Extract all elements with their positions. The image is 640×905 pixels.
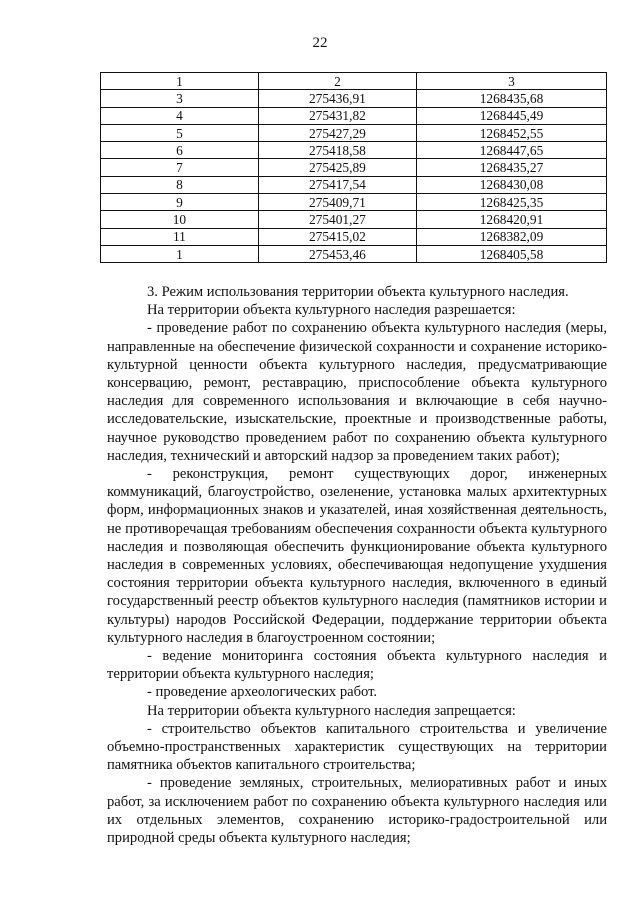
table-cell-point: 3: [101, 90, 259, 107]
table-cell-y: 1268447,65: [417, 142, 607, 159]
table-cell-x: 275431,82: [258, 107, 416, 124]
table-cell-point: 6: [101, 142, 259, 159]
table-cell-y: 1268435,27: [417, 159, 607, 176]
coordinates-table: [100, 72, 607, 263]
table-cell-point: 10: [101, 211, 259, 228]
table-header-cell: 2: [258, 73, 416, 90]
table-row: [101, 194, 607, 211]
permitted-item: - ведение мониторинга состояния объекта культурного наследия и территории объекта культурного наследия;: [107, 648, 607, 683]
table-cell-y: 1268382,09: [417, 228, 607, 245]
table-cell-point: 4: [101, 107, 259, 124]
table-header-row: [101, 73, 607, 90]
table-cell-y: 1268405,58: [417, 245, 607, 262]
prohibited-item: - строительство объектов капитального строительства и увеличение объемно-пространственных характеристик существующих на территории памятника объектов капитального строительства;: [107, 720, 607, 774]
table-row: [101, 159, 607, 176]
permitted-intro: На территории объекта культурного наследия разрешается:: [147, 302, 516, 319]
table-cell-x: 275415,02: [258, 228, 416, 245]
table-cell-point: 9: [101, 194, 259, 211]
table-cell-point: 7: [101, 159, 259, 176]
permitted-item: - проведение археологических работ.: [147, 684, 378, 701]
table-cell-x: 275409,71: [258, 194, 416, 211]
body-text: [107, 283, 607, 847]
table-cell-y: 1268425,35: [417, 194, 607, 211]
table-row: [101, 245, 607, 262]
table-row: [101, 228, 607, 245]
prohibited-item: - проведение земляных, строительных, мелиоративных работ и иных работ, за исключением работ по сохранению объекта культурного наследия или их отдельных элементов, сохранению историко-градостроительной или природной среды объекта культурного наследия;: [107, 775, 607, 847]
table-header-cell: 3: [417, 73, 607, 90]
table-row: [101, 176, 607, 193]
table-cell-x: 275425,89: [258, 159, 416, 176]
table-cell-x: 275401,27: [258, 211, 416, 228]
table-row: [101, 211, 607, 228]
table-cell-y: 1268445,49: [417, 107, 607, 124]
table-row: [101, 90, 607, 107]
table-cell-x: 275453,46: [258, 245, 416, 262]
prohibited-intro: На территории объекта культурного наследия запрещается:: [147, 702, 516, 719]
table-cell-y: 1268452,55: [417, 124, 607, 141]
table-cell-x: 275418,58: [258, 142, 416, 159]
table-cell-point: 8: [101, 176, 259, 193]
table-cell-point: 11: [101, 228, 259, 245]
table-cell-y: 1268435,68: [417, 90, 607, 107]
table-cell-y: 1268430,08: [417, 176, 607, 193]
table-cell-point: 5: [101, 124, 259, 141]
table-cell-x: 275427,29: [258, 124, 416, 141]
table-row: [101, 107, 607, 124]
permitted-item: - проведение работ по сохранению объекта культурного наследия (меры, направленные на обеспечение физической сохранности и сохранение историко-культурной ценности объекта культурного наследия, предусматривающие консервацию, ремонт, реставрацию, приспособление объекта культурного наследия для современного использования и включающие в себя научно-исследовательские, изыскательские, проектные и производственные работы, научное руководство проведением работ по сохранению объекта культурного наследия, технический и авторский надзор за проведением таких работ);: [107, 320, 607, 464]
section-heading: 3. Режим использования территории объекта культурного наследия.: [147, 284, 569, 300]
permitted-item: - реконструкция, ремонт существующих дорог, инженерных коммуникаций, благоустройство, озеленение, установка малых архитектурных форм, информационных знаков и указателей, иная хозяйственная деятельность, не противоречащая требованиям обеспечения сохранности объекта культурного наследия и позволяющая обеспечить функционирование объекта культурного наследия в современных условиях, обеспечивающая недопущение ухудшения состояния территории объекта культурного наследия, включенного в единый государственный реестр объектов культурного наследия (памятников истории и культуры) народов Российской Федерации, поддержание территории объекта культурного наследия в благоустроенном состоянии;: [107, 466, 607, 646]
table-row: [101, 124, 607, 141]
table-cell-x: 275417,54: [258, 176, 416, 193]
table-cell-point: 1: [101, 245, 259, 262]
table-cell-y: 1268420,91: [417, 211, 607, 228]
table-row: [101, 142, 607, 159]
page-number: 22: [312, 35, 328, 51]
table-header-cell: 1: [101, 73, 259, 90]
table-cell-x: 275436,91: [258, 90, 416, 107]
